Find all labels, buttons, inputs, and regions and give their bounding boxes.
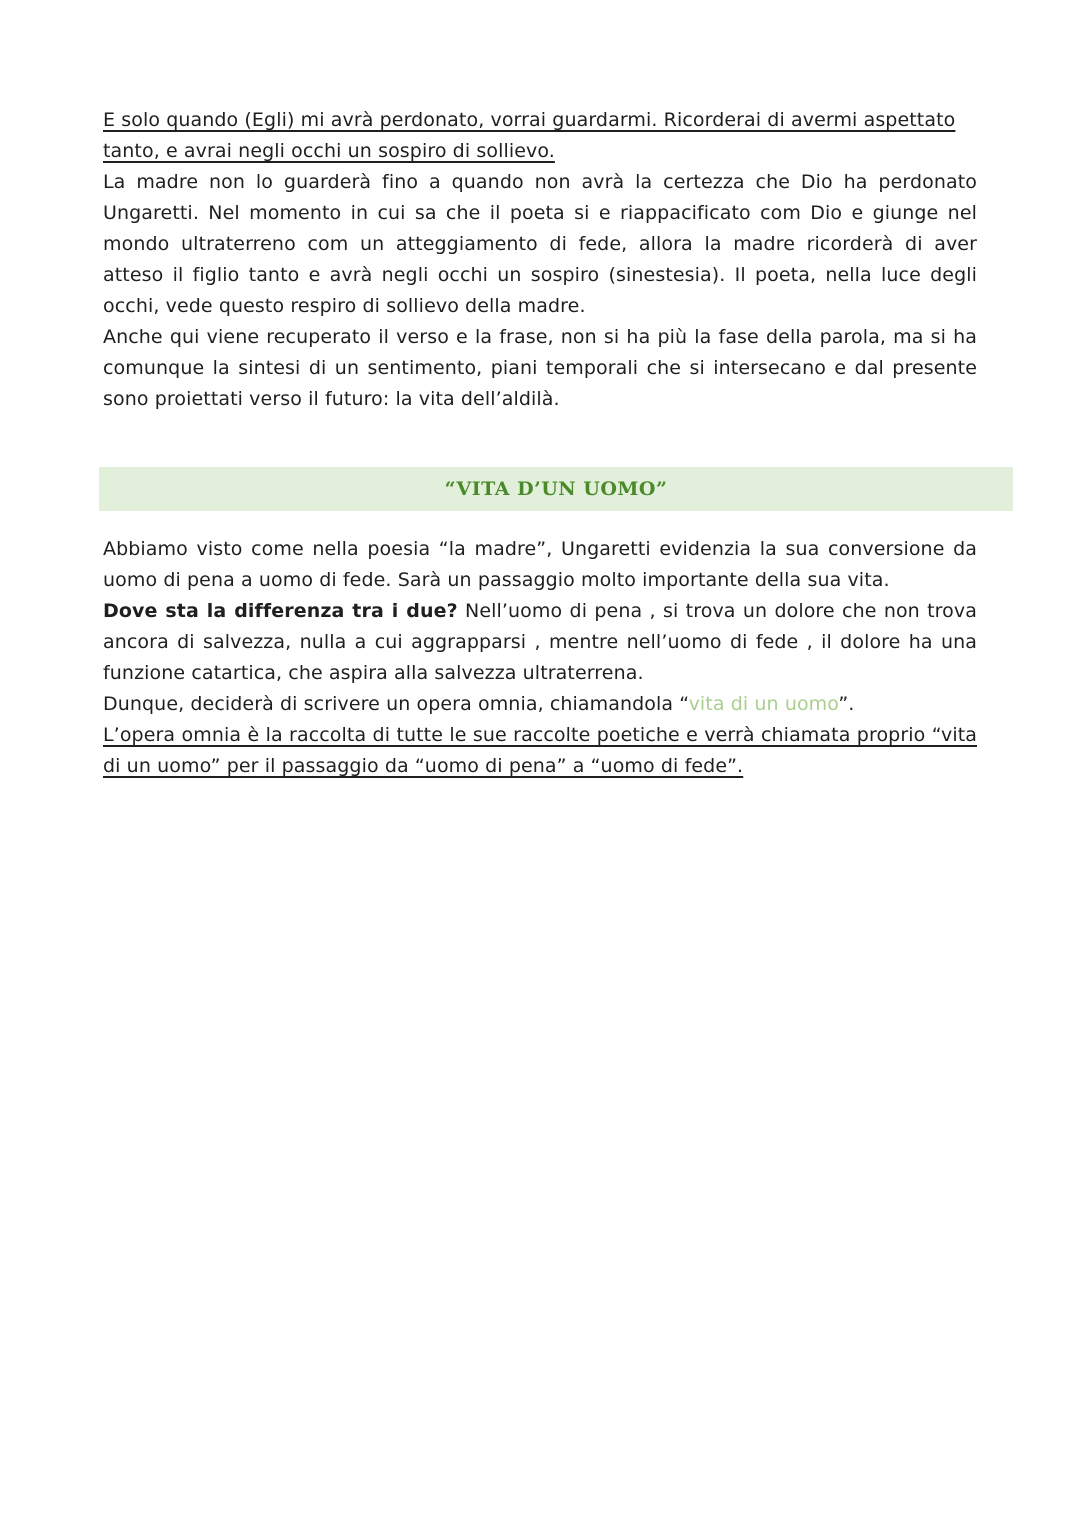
paragraph-madre-commentary: La madre non lo guarderà fino a quando non avrà la certezza che Dio ha perdonato Ungaretti. Nel momento in cui sa che il poeta si e riappacificato com Dio e giunge nel mondo ultraterreno com un atteggiamento di fede, allora la madre ricorderà di aver atteso il figlio tanto e avrà negli occhi un sospiro (sinestesia). Il poeta, nella luce degli occhi, vede questo respiro di sollievo della madre.: [103, 171, 977, 317]
quote-line-2: tanto, e avrai negli occhi un sospiro di sollievo.: [103, 140, 555, 162]
raccolta-text: L’opera omnia è la raccolta di tutte le sue raccolte poetiche e verrà chiamata proprio “vita di un uomo” per il passaggio da “uomo di pena” a “uomo di fede”.: [103, 724, 977, 777]
paragraph-opera-omnia: [103, 689, 977, 720]
highlighted-title: vita di un uomo: [688, 693, 839, 715]
section-vita-d-un-uomo: [103, 534, 977, 782]
paragraph-raccolta-underlined: [103, 720, 977, 782]
question-bold: Dove sta la differenza tra i due?: [103, 600, 458, 622]
section-la-madre: [103, 105, 977, 415]
differenza-text: Nell’uomo di pena , si trova un dolore che non trova ancora di salvezza, nulla a cui aggrapparsi , mentre nell’uomo di fede , il dolore ha una funzione catartica, che aspira alla salvezza ultraterrena.: [103, 600, 977, 684]
paragraph-differenza: [103, 596, 977, 689]
paragraph-verso-frase: Anche qui viene recuperato il verso e la frase, non si ha più la fase della parola, ma si ha comunque la sintesi di un sentimento, piani temporali che si intersecano e dal presente sono proiettati verso il futuro: la vita dell’aldilà.: [103, 326, 977, 410]
opera-omnia-start: Dunque, deciderà di scrivere un opera omnia, chiamandola “: [103, 693, 689, 715]
quote-line-1: E solo quando (Egli) mi avrà perdonato, vorrai guardarmi. Ricorderai di avermi aspettato: [103, 109, 956, 131]
quote-underlined: [103, 105, 977, 167]
opera-omnia-end: ”.: [838, 693, 855, 715]
section-heading-title: “VITA D’UN UOMO”: [444, 478, 668, 500]
section-heading-bar: [99, 467, 1013, 511]
paragraph-conversione: Abbiamo visto come nella poesia “la madre”, Ungaretti evidenzia la sua conversione da uomo di pena a uomo di fede. Sarà un passaggio molto importante della sua vita.: [103, 538, 977, 591]
